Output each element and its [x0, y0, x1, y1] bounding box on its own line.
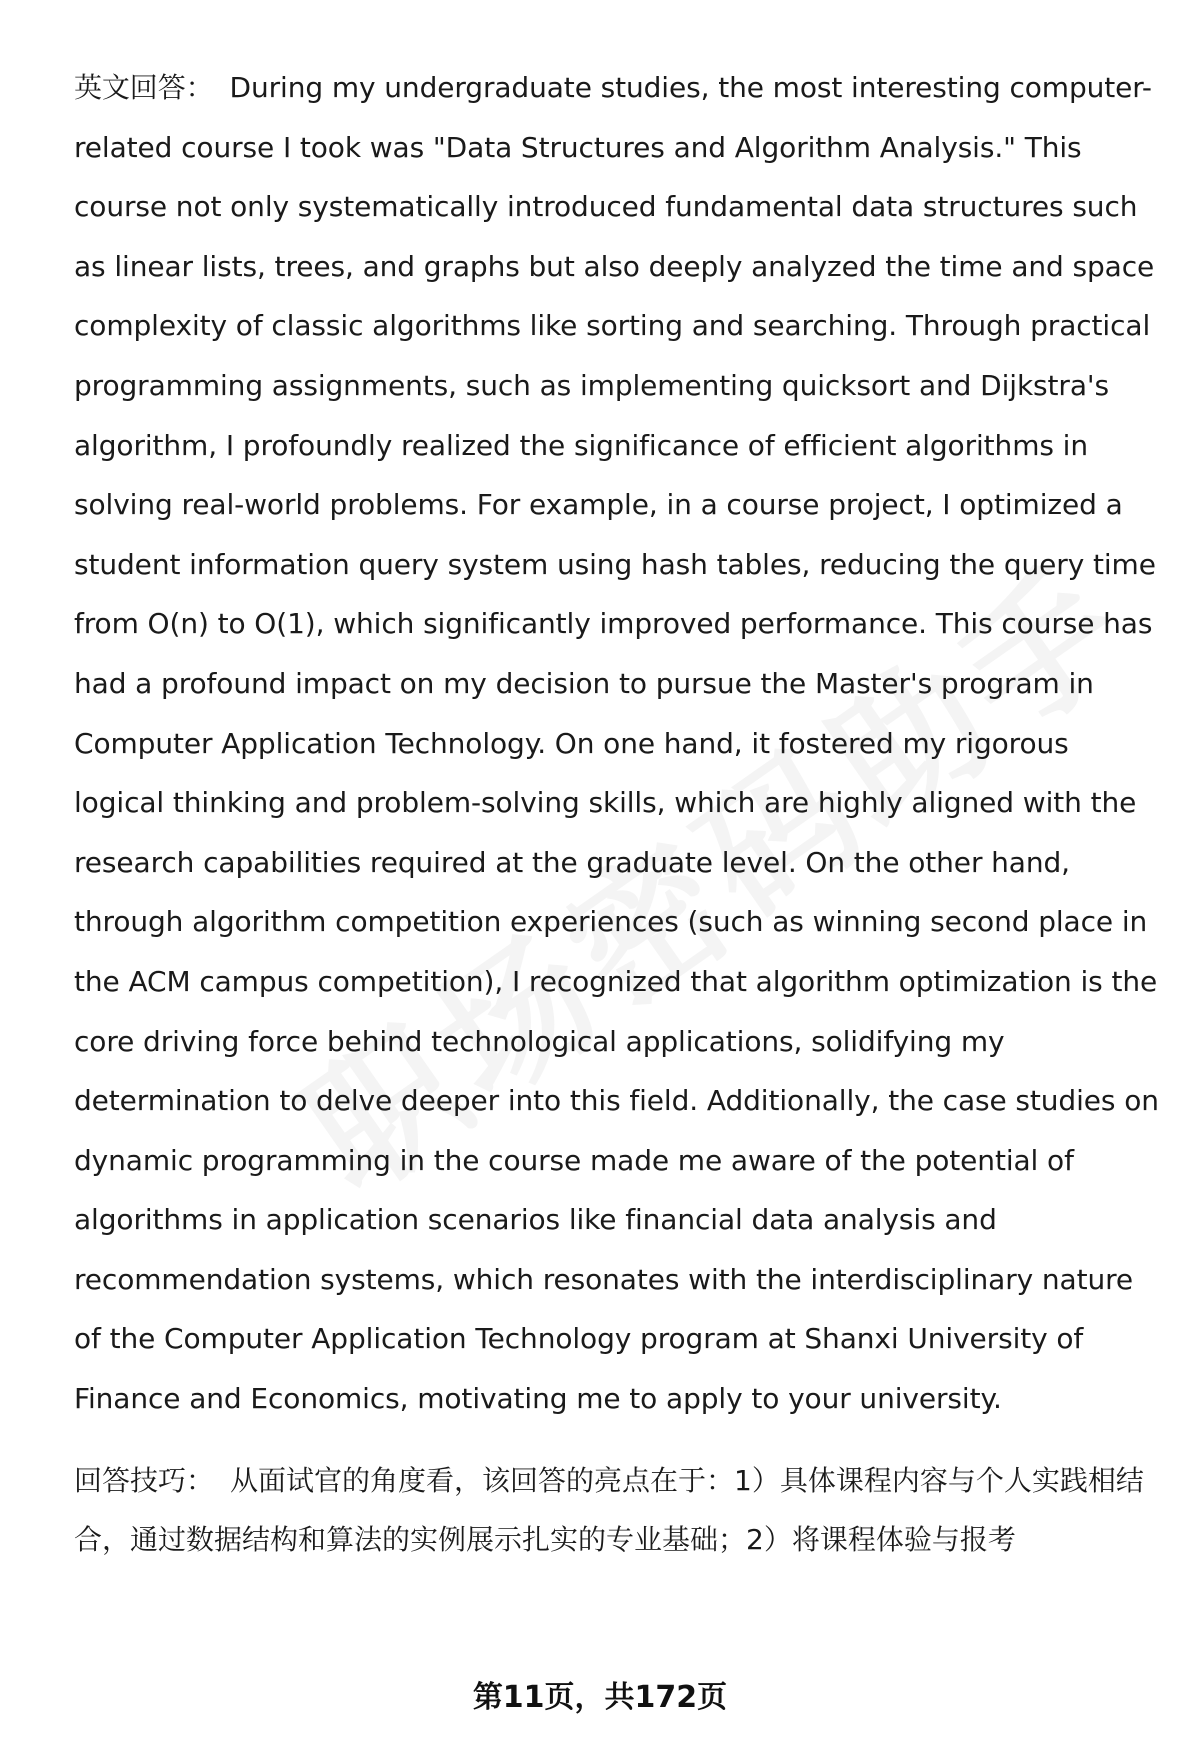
- document-body: [74, 58, 1164, 1570]
- answer-tips-label: 回答技巧：: [74, 1463, 215, 1497]
- english-answer-text: During my undergraduate studies, the most interesting computer-related course I took was "Data Structures and Algorithm Analysis." This course not only systematically introduced fundamental data structures such as linear lists, trees, and graphs but also deeply analyzed the time and space complexity of classic algorithms like sorting and searching. Through practical programming assignments, such as implementing quicksort and Dijkstra's algorithm, I profoundly realized the significance of efficient algorithms in solving real-world problems. For example, in a course project, I optimized a student information query system using hash tables, reducing the query time from O(n) to O(1), which significantly improved performance. This course has had a profound impact on my decision to pursue the Master's program in Computer Application Technology. On one hand, it fostered my rigorous logical thinking and problem-solving skills, which are highly aligned with the research capabilities required at the graduate level. On the other hand, through algorithm competition experiences (such as winning second place in the ACM campus competition), I recognized that algorithm optimization is the core driving force behind technological applications, solidifying my determination to delve deeper into this field. Additionally, the case studies on dynamic programming in the course made me aware of the potential of algorithms in application scenarios like financial data analysis and recommendation systems, which resonates with the interdisciplinary nature of the Computer Application Technology program at Shanxi University of Finance and Economics, motivating me to apply to your university.: [74, 71, 1159, 1416]
- answer-tips-paragraph: [74, 1451, 1164, 1570]
- answer-tips-text: 从面试官的角度看，该回答的亮点在于：1）具体课程内容与个人实践相结合，通过数据结构和算法的实例展示扎实的专业基础；2）将课程体验与报考: [74, 1463, 1144, 1557]
- english-answer-label: 英文回答：: [74, 71, 214, 104]
- page-number-footer: 第11页，共172页: [472, 1680, 728, 1715]
- english-answer-paragraph: [74, 58, 1164, 1429]
